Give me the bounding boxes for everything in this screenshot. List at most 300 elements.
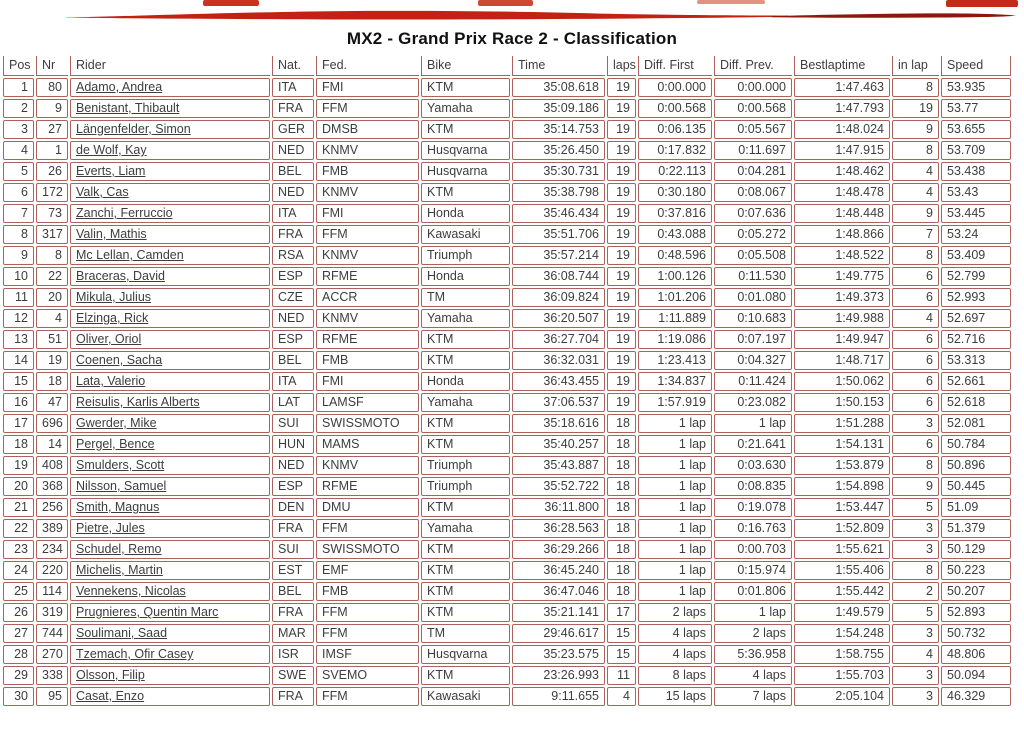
cell-bike: Husqvarna [421, 645, 510, 664]
cell-pos: 28 [3, 645, 34, 664]
cell-nat: SUI [272, 540, 314, 559]
cell-pos: 5 [3, 162, 34, 181]
cell-diff_prev: 4 laps [714, 666, 792, 685]
cell-fed: KNMV [316, 183, 419, 202]
cell-nat: BEL [272, 582, 314, 601]
cell-time: 36:47.046 [512, 582, 605, 601]
table-row [3, 78, 1011, 97]
cell-laps: 18 [607, 456, 636, 475]
cell-nr: 319 [36, 603, 68, 622]
rider-link[interactable]: Olsson, Filip [76, 668, 145, 682]
rider-link[interactable]: Soulimani, Saad [76, 626, 168, 640]
cell-fed: KNMV [316, 141, 419, 160]
cell-laps: 19 [607, 99, 636, 118]
cell-time: 36:28.563 [512, 519, 605, 538]
cell-diff_first: 1 lap [638, 435, 712, 454]
cell-bestlaptime: 1:48.448 [794, 204, 890, 223]
rider-link[interactable]: Tzemach, Ofir Casey [76, 647, 194, 661]
cell-diff_first: 1:34.837 [638, 372, 712, 391]
cell-nat: SUI [272, 414, 314, 433]
top-edge-mark [697, 0, 765, 4]
rider-link[interactable]: Schudel, Remo [76, 542, 162, 556]
rider-link[interactable]: Oliver, Oriol [76, 332, 142, 346]
cell-laps: 18 [607, 435, 636, 454]
cell-diff_first: 1:01.206 [638, 288, 712, 307]
cell-nat: NED [272, 141, 314, 160]
cell-bestlaptime: 1:54.898 [794, 477, 890, 496]
cell-bike: Triumph [421, 246, 510, 265]
cell-pos: 27 [3, 624, 34, 643]
cell-rider [70, 288, 270, 307]
cell-nr: 696 [36, 414, 68, 433]
cell-diff_prev: 0:00.703 [714, 540, 792, 559]
col-header-pos: Pos [3, 56, 34, 76]
cell-diff_prev: 0:10.683 [714, 309, 792, 328]
cell-laps: 19 [607, 141, 636, 160]
cell-speed: 50.129 [941, 540, 1011, 559]
cell-nr: 172 [36, 183, 68, 202]
table-row [3, 393, 1011, 412]
rider-link[interactable]: Pergel, Bence [76, 437, 155, 451]
cell-diff_prev: 0:07.636 [714, 204, 792, 223]
cell-bestlaptime: 2:05.104 [794, 687, 890, 706]
cell-rider [70, 561, 270, 580]
rider-link[interactable]: Längenfelder, Simon [76, 122, 191, 136]
cell-time: 35:46.434 [512, 204, 605, 223]
cell-nat: RSA [272, 246, 314, 265]
col-header-bestlaptime: Bestlaptime [794, 56, 890, 76]
cell-nat: MAR [272, 624, 314, 643]
cell-fed: KNMV [316, 456, 419, 475]
cell-bike: KTM [421, 603, 510, 622]
cell-bestlaptime: 1:53.879 [794, 456, 890, 475]
table-row [3, 582, 1011, 601]
cell-diff_prev: 0:15.974 [714, 561, 792, 580]
cell-nat: EST [272, 561, 314, 580]
cell-pos: 22 [3, 519, 34, 538]
cell-bike: Yamaha [421, 393, 510, 412]
table-row [3, 351, 1011, 370]
cell-speed: 53.409 [941, 246, 1011, 265]
cell-bike: Kawasaki [421, 225, 510, 244]
cell-diff_first: 1 lap [638, 456, 712, 475]
cell-diff_first: 0:37.816 [638, 204, 712, 223]
cell-rider [70, 498, 270, 517]
cell-fed: SWISSMOTO [316, 540, 419, 559]
cell-bike: KTM [421, 666, 510, 685]
cell-bike: KTM [421, 78, 510, 97]
cell-nat: ESP [272, 267, 314, 286]
cell-pos: 10 [3, 267, 34, 286]
cell-pos: 23 [3, 540, 34, 559]
cell-bestlaptime: 1:48.522 [794, 246, 890, 265]
rider-link[interactable]: Benistant, Thibault [76, 101, 180, 115]
cell-rider [70, 687, 270, 706]
col-header-fed: Fed. [316, 56, 419, 76]
col-header-in_lap: in lap [892, 56, 939, 76]
cell-fed: SVEMO [316, 666, 419, 685]
cell-nat: CZE [272, 288, 314, 307]
cell-in_lap: 4 [892, 183, 939, 202]
cell-diff_prev: 1 lap [714, 414, 792, 433]
cell-diff_first: 1:57.919 [638, 393, 712, 412]
cell-bike: Yamaha [421, 309, 510, 328]
cell-nat: ESP [272, 330, 314, 349]
cell-in_lap: 8 [892, 78, 939, 97]
cell-in_lap: 8 [892, 561, 939, 580]
cell-rider [70, 120, 270, 139]
cell-bike: Triumph [421, 477, 510, 496]
table-row [3, 225, 1011, 244]
table-row [3, 519, 1011, 538]
cell-speed: 50.094 [941, 666, 1011, 685]
cell-rider [70, 393, 270, 412]
cell-diff_first: 1 lap [638, 477, 712, 496]
cell-fed: FFM [316, 687, 419, 706]
classification-table [1, 54, 1013, 708]
rider-link[interactable]: Braceras, David [76, 269, 165, 283]
cell-nr: 18 [36, 372, 68, 391]
cell-nr: 95 [36, 687, 68, 706]
cell-laps: 19 [607, 204, 636, 223]
cell-laps: 18 [607, 561, 636, 580]
cell-nr: 8 [36, 246, 68, 265]
cell-laps: 19 [607, 393, 636, 412]
cell-bike: KTM [421, 120, 510, 139]
rider-link[interactable]: Nilsson, Samuel [76, 479, 167, 493]
cell-nr: 27 [36, 120, 68, 139]
cell-bike: KTM [421, 351, 510, 370]
cell-bestlaptime: 1:54.248 [794, 624, 890, 643]
cell-speed: 53.709 [941, 141, 1011, 160]
rider-link[interactable]: Michelis, Martin [76, 563, 163, 577]
cell-rider [70, 141, 270, 160]
header-decoration [0, 0, 1024, 26]
cell-nr: 51 [36, 330, 68, 349]
cell-rider [70, 309, 270, 328]
table-row [3, 456, 1011, 475]
cell-fed: FMI [316, 78, 419, 97]
rider-link[interactable]: Prugnieres, Quentin Marc [76, 605, 219, 619]
cell-laps: 19 [607, 309, 636, 328]
cell-laps: 19 [607, 267, 636, 286]
cell-laps: 19 [607, 183, 636, 202]
cell-rider [70, 666, 270, 685]
cell-nat: ESP [272, 477, 314, 496]
cell-pos: 8 [3, 225, 34, 244]
cell-diff_first: 8 laps [638, 666, 712, 685]
cell-diff_prev: 0:05.567 [714, 120, 792, 139]
cell-bestlaptime: 1:48.717 [794, 351, 890, 370]
cell-in_lap: 9 [892, 204, 939, 223]
cell-pos: 24 [3, 561, 34, 580]
col-header-time: Time [512, 56, 605, 76]
table-row [3, 246, 1011, 265]
cell-fed: FFM [316, 624, 419, 643]
cell-nat: FRA [272, 687, 314, 706]
cell-bike: Yamaha [421, 99, 510, 118]
cell-bestlaptime: 1:58.755 [794, 645, 890, 664]
cell-fed: FMI [316, 204, 419, 223]
cell-bike: KTM [421, 435, 510, 454]
cell-in_lap: 2 [892, 582, 939, 601]
rider-link[interactable]: Elzinga, Rick [76, 311, 149, 325]
cell-diff_first: 1 lap [638, 519, 712, 538]
cell-speed: 46.329 [941, 687, 1011, 706]
cell-in_lap: 6 [892, 435, 939, 454]
cell-diff_first: 1:19.086 [638, 330, 712, 349]
cell-rider [70, 603, 270, 622]
cell-in_lap: 6 [892, 351, 939, 370]
cell-bestlaptime: 1:49.988 [794, 309, 890, 328]
table-row [3, 666, 1011, 685]
cell-pos: 6 [3, 183, 34, 202]
cell-speed: 52.799 [941, 267, 1011, 286]
cell-diff_prev: 0:23.082 [714, 393, 792, 412]
cell-pos: 3 [3, 120, 34, 139]
cell-diff_prev: 7 laps [714, 687, 792, 706]
cell-bestlaptime: 1:49.579 [794, 603, 890, 622]
cell-rider [70, 540, 270, 559]
cell-bestlaptime: 1:55.442 [794, 582, 890, 601]
cell-bike: KTM [421, 414, 510, 433]
cell-bike: Honda [421, 372, 510, 391]
cell-speed: 48.806 [941, 645, 1011, 664]
brush-stroke-icon [0, 0, 1024, 26]
cell-diff_first: 0:17.832 [638, 141, 712, 160]
cell-time: 35:40.257 [512, 435, 605, 454]
cell-rider [70, 435, 270, 454]
cell-bestlaptime: 1:51.288 [794, 414, 890, 433]
cell-nr: 234 [36, 540, 68, 559]
cell-laps: 4 [607, 687, 636, 706]
rider-link[interactable]: de Wolf, Kay [76, 143, 147, 157]
cell-in_lap: 9 [892, 477, 939, 496]
cell-in_lap: 4 [892, 645, 939, 664]
cell-speed: 53.655 [941, 120, 1011, 139]
cell-fed: MAMS [316, 435, 419, 454]
cell-diff_first: 0:00.568 [638, 99, 712, 118]
cell-in_lap: 7 [892, 225, 939, 244]
cell-fed: FFM [316, 225, 419, 244]
cell-laps: 19 [607, 330, 636, 349]
rider-link[interactable]: Smith, Magnus [76, 500, 160, 514]
cell-time: 35:18.616 [512, 414, 605, 433]
cell-fed: ACCR [316, 288, 419, 307]
cell-diff_first: 2 laps [638, 603, 712, 622]
cell-bike: KTM [421, 498, 510, 517]
cell-nat: SWE [272, 666, 314, 685]
cell-pos: 25 [3, 582, 34, 601]
cell-bike: TM [421, 624, 510, 643]
table-row [3, 435, 1011, 454]
cell-diff_first: 4 laps [638, 624, 712, 643]
cell-pos: 20 [3, 477, 34, 496]
cell-bestlaptime: 1:48.024 [794, 120, 890, 139]
rider-link[interactable]: Vennekens, Nicolas [76, 584, 186, 598]
rider-link[interactable]: Gwerder, Mike [76, 416, 157, 430]
cell-diff_prev: 0:03.630 [714, 456, 792, 475]
cell-fed: KNMV [316, 309, 419, 328]
col-header-laps: laps [607, 56, 636, 76]
cell-speed: 53.24 [941, 225, 1011, 244]
cell-bestlaptime: 1:49.947 [794, 330, 890, 349]
cell-fed: FMI [316, 372, 419, 391]
cell-diff_prev: 0:07.197 [714, 330, 792, 349]
rider-link[interactable]: Mc Lellan, Camden [76, 248, 184, 262]
cell-diff_prev: 0:11.424 [714, 372, 792, 391]
rider-link[interactable]: Pietre, Jules [76, 521, 145, 535]
cell-rider [70, 204, 270, 223]
table-row [3, 561, 1011, 580]
cell-nr: 338 [36, 666, 68, 685]
col-header-diff_prev: Diff. Prev. [714, 56, 792, 76]
cell-pos: 4 [3, 141, 34, 160]
cell-time: 35:14.753 [512, 120, 605, 139]
cell-time: 36:08.744 [512, 267, 605, 286]
rider-link[interactable]: Smulders, Scott [76, 458, 165, 472]
cell-rider [70, 99, 270, 118]
cell-in_lap: 8 [892, 246, 939, 265]
cell-diff_prev: 0:01.806 [714, 582, 792, 601]
cell-speed: 53.438 [941, 162, 1011, 181]
cell-speed: 52.893 [941, 603, 1011, 622]
header-row [3, 56, 1011, 76]
cell-laps: 19 [607, 288, 636, 307]
cell-bike: KTM [421, 561, 510, 580]
cell-fed: FMB [316, 351, 419, 370]
cell-fed: RFME [316, 330, 419, 349]
rider-link[interactable]: Casat, Enzo [76, 689, 145, 703]
cell-speed: 50.223 [941, 561, 1011, 580]
cell-diff_first: 0:06.135 [638, 120, 712, 139]
cell-fed: IMSF [316, 645, 419, 664]
rider-link[interactable]: Reisulis, Karlis Alberts [76, 395, 200, 409]
cell-nat: ITA [272, 204, 314, 223]
table-row [3, 414, 1011, 433]
rider-link[interactable]: Coenen, Sacha [76, 353, 163, 367]
cell-in_lap: 6 [892, 330, 939, 349]
cell-time: 36:29.266 [512, 540, 605, 559]
cell-bike: KTM [421, 582, 510, 601]
cell-speed: 52.993 [941, 288, 1011, 307]
cell-in_lap: 5 [892, 498, 939, 517]
cell-bike: Yamaha [421, 519, 510, 538]
cell-time: 35:23.575 [512, 645, 605, 664]
rider-link[interactable]: Zanchi, Ferruccio [76, 206, 173, 220]
cell-bestlaptime: 1:53.447 [794, 498, 890, 517]
col-header-bike: Bike [421, 56, 510, 76]
table-row [3, 540, 1011, 559]
table-row [3, 99, 1011, 118]
cell-fed: DMU [316, 498, 419, 517]
cell-diff_first: 1 lap [638, 414, 712, 433]
cell-time: 35:26.450 [512, 141, 605, 160]
cell-bike: Kawasaki [421, 687, 510, 706]
cell-in_lap: 4 [892, 162, 939, 181]
cell-diff_prev: 0:05.508 [714, 246, 792, 265]
cell-bestlaptime: 1:55.621 [794, 540, 890, 559]
cell-time: 23:26.993 [512, 666, 605, 685]
cell-diff_first: 1:23.413 [638, 351, 712, 370]
table-row [3, 477, 1011, 496]
table-row [3, 624, 1011, 643]
cell-bike: TM [421, 288, 510, 307]
cell-in_lap: 3 [892, 687, 939, 706]
cell-nr: 744 [36, 624, 68, 643]
cell-in_lap: 6 [892, 267, 939, 286]
cell-bestlaptime: 1:55.406 [794, 561, 890, 580]
cell-pos: 26 [3, 603, 34, 622]
cell-nr: 4 [36, 309, 68, 328]
rider-link[interactable]: Mikula, Julius [76, 290, 152, 304]
cell-in_lap: 6 [892, 393, 939, 412]
cell-pos: 30 [3, 687, 34, 706]
top-edge-mark [203, 0, 259, 6]
cell-bike: Honda [421, 267, 510, 286]
cell-nr: 9 [36, 99, 68, 118]
cell-nat: FRA [272, 519, 314, 538]
rider-link[interactable]: Everts, Liam [76, 164, 146, 178]
table-row [3, 267, 1011, 286]
cell-bestlaptime: 1:52.809 [794, 519, 890, 538]
cell-speed: 50.445 [941, 477, 1011, 496]
cell-time: 35:51.706 [512, 225, 605, 244]
col-header-nat: Nat. [272, 56, 314, 76]
results-body [3, 78, 1011, 706]
cell-diff_prev: 1 lap [714, 603, 792, 622]
cell-nat: NED [272, 183, 314, 202]
cell-fed: RFME [316, 267, 419, 286]
cell-diff_first: 0:48.596 [638, 246, 712, 265]
table-row [3, 162, 1011, 181]
rider-link[interactable]: Adamo, Andrea [76, 80, 163, 94]
cell-diff_prev: 0:01.080 [714, 288, 792, 307]
cell-bike: Husqvarna [421, 141, 510, 160]
cell-nat: FRA [272, 225, 314, 244]
cell-in_lap: 9 [892, 120, 939, 139]
cell-nr: 317 [36, 225, 68, 244]
cell-speed: 53.935 [941, 78, 1011, 97]
cell-laps: 19 [607, 351, 636, 370]
cell-rider [70, 78, 270, 97]
cell-nat: ITA [272, 372, 314, 391]
table-row [3, 204, 1011, 223]
table-row [3, 330, 1011, 349]
cell-bestlaptime: 1:55.703 [794, 666, 890, 685]
rider-link[interactable]: Valin, Mathis [76, 227, 147, 241]
cell-in_lap: 8 [892, 456, 939, 475]
cell-fed: FFM [316, 519, 419, 538]
cell-diff_first: 1 lap [638, 498, 712, 517]
cell-diff_prev: 0:08.067 [714, 183, 792, 202]
cell-nr: 1 [36, 141, 68, 160]
cell-diff_first: 0:22.113 [638, 162, 712, 181]
cell-rider [70, 477, 270, 496]
cell-diff_first: 0:00.000 [638, 78, 712, 97]
cell-diff_prev: 0:16.763 [714, 519, 792, 538]
cell-speed: 52.697 [941, 309, 1011, 328]
rider-link[interactable]: Lata, Valerio [76, 374, 146, 388]
cell-fed: FFM [316, 603, 419, 622]
cell-fed: EMF [316, 561, 419, 580]
cell-nr: 389 [36, 519, 68, 538]
rider-link[interactable]: Valk, Cas [76, 185, 129, 199]
cell-in_lap: 6 [892, 288, 939, 307]
cell-rider [70, 624, 270, 643]
cell-diff_first: 1:00.126 [638, 267, 712, 286]
cell-pos: 16 [3, 393, 34, 412]
